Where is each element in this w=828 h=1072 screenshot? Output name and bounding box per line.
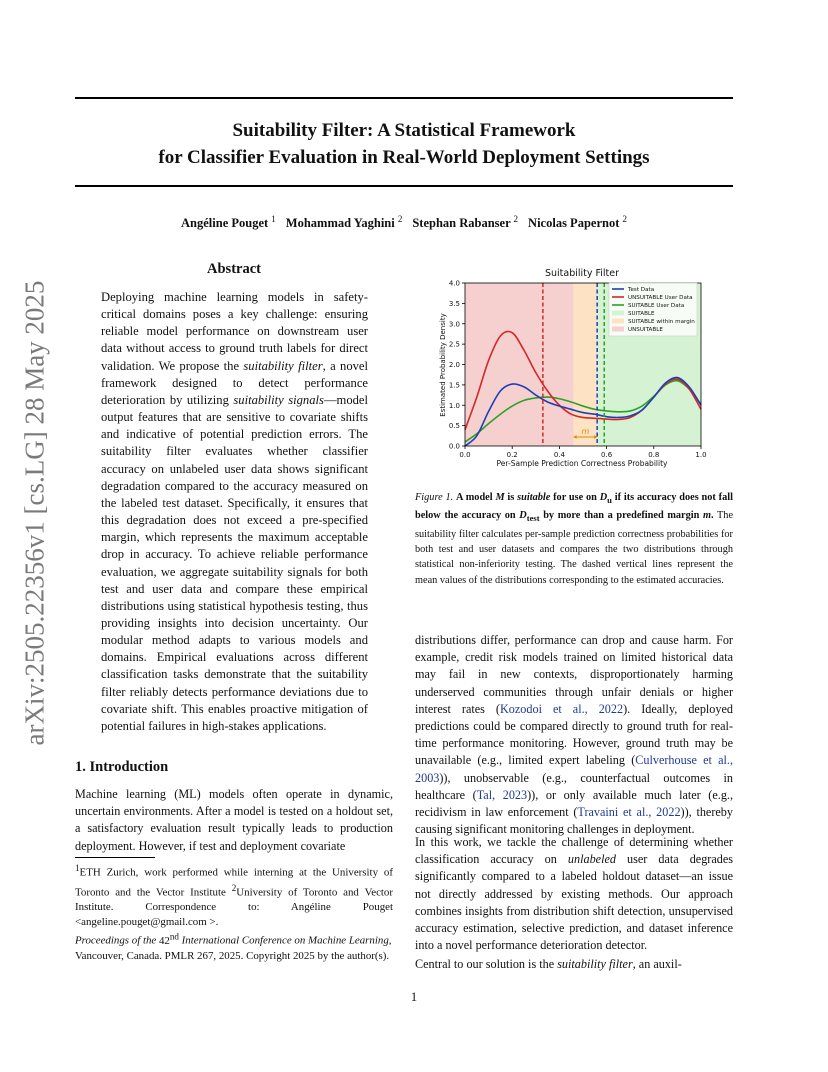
y-tick-label: 1.0 — [448, 401, 460, 410]
author-2 — [412, 216, 518, 230]
abstract-emph-1: suitability filter — [243, 358, 323, 373]
author-name: Angéline Pouget — [181, 216, 269, 231]
section-heading-introduction: 1. Introduction — [75, 759, 169, 775]
proceedings-text-3: , Vancouver, Canada. PMLR 267, 2025. Copyright 2025 by the author(s). — [75, 934, 392, 962]
abstract-text-2: , a novel framework designed to detect performance deterioration by utilizing — [101, 358, 369, 407]
rp1-a: distributions differ, performance can drop and cause harm. For example, credit risk models trained on limited historical data may fail in new contexts, disproportionately harming underserved communities through unfair denials or higher interest rates ( — [415, 633, 733, 716]
author-name: Stephan Rabanser — [412, 216, 511, 231]
paper-title — [75, 117, 733, 171]
margin-label: m — [581, 427, 590, 437]
abstract-text-3: —model output features that are sensitive to covariate shifts and indicative of potential prediction errors. The suitability filter evaluates whether classifier accuracy on unlabeled user data shows significant degradation compared to the accuracy measured on the labeled test dataset. Specifically, it ensures that this degradation does not exceed a pre-specified margin, which represents the maximum acceptable drop in accuracy. To achieve reliable performance evaluation, we aggregate suitability signals for both test and user data and compare these empirical distributions using statistical hypothesis testing, thus providing insights into decision uncertainty. Our modular method adapts to various models and domains. Empirical evaluations across different classification tasks demonstrate that the suitability filter reliably detects performance deviations due to covariate shift. This enables proactive mitigation of potential failures in high-stakes applications. — [101, 392, 369, 733]
citation-travaini[interactable]: Travaini et al., 2022 — [577, 805, 681, 820]
x-tick-label: 0.2 — [506, 451, 518, 459]
rp2-b: user data degrades significantly compared to a labeled holdout dataset—an issue not directly addressed by existing methods. Our approach combines insights from distribution shift detection, unsupervised accuracy estimation, selective prediction, and dataset inference into a novel performance deterioration detector. — [415, 852, 733, 953]
intro-paragraph: Machine learning (ML) models often operate in dynamic, uncertain environments. After a model is tested on a holdout set, a satisfactory evaluation result typically leads to production deployment. However, if test and deployment covariate — [75, 787, 393, 853]
legend-swatch — [612, 319, 624, 324]
y-tick-label: 0.0 — [448, 442, 460, 451]
title-line-2: for Classifier Evaluation in Real-World Deployment Settings — [158, 147, 650, 168]
rp1-b: ). Ideally, deployed predictions could be compared directly to ground truth for real-time performance monitoring. However, ground truth may be unavailable (e.g., limited expert labeling ( — [415, 701, 733, 768]
rp1-d: )), or only available much later (e.g., recidivism in law enforcement ( — [415, 787, 734, 820]
figure-caption — [415, 490, 733, 588]
y-tick-label: 1.5 — [448, 381, 460, 390]
abstract-heading: Abstract — [207, 261, 261, 277]
abstract-body — [101, 289, 368, 735]
caption-bold: A model M is suitable for use on $D_u$ if its accuracy does not fall below the accuracy on $D_{test}$ by more than a predefined margin m. — [415, 492, 733, 524]
legend-label: UNSUITABLE User Data — [628, 295, 693, 301]
legend-label: SUITABLE within margin — [628, 319, 695, 325]
y-tick-label: 4.0 — [448, 279, 460, 288]
rp1-e: )), thereby causing significant monitoring challenges in deployment. — [415, 805, 733, 837]
plot-area — [449, 280, 707, 460]
proceedings-text-2: International Conference on Machine Learning — [178, 934, 389, 947]
y-axis-label: Estimated Probability Density — [439, 313, 447, 417]
y-tick-label: 2.5 — [448, 340, 460, 349]
proceedings-text-1: Proceedings of the — [75, 934, 159, 947]
author-name: Mohammad Yaghini — [285, 216, 395, 231]
x-tick-label: 0.4 — [553, 451, 565, 459]
chart-title: Suitability Filter — [544, 268, 620, 279]
x-tick-label: 0.0 — [459, 451, 471, 459]
y-tick-label: 2.0 — [448, 361, 460, 369]
author-1 — [286, 216, 403, 230]
region-suitable-within-margin — [574, 283, 598, 446]
abstract-text-1: Deploying machine learning models in safety-critical domains poses a key challenge: ensuring reliable model performance on downstream user data without access to ground truth labels for direct validation. We propose the — [101, 290, 368, 373]
rp3-emph: suitability filter — [557, 957, 633, 971]
page-number: 1 — [410, 990, 418, 1004]
caption-label: Figure 1. — [415, 492, 454, 503]
author-name: Nicolas Papernot — [528, 216, 620, 231]
legend-label: UNSUITABLE — [628, 327, 663, 333]
footnote-text-1: ETH Zurich, work performed while interning at the University of Toronto and the Vector Institute — [75, 866, 393, 899]
suitability-filter-chart — [418, 262, 738, 472]
title-top-rule — [75, 97, 733, 99]
y-tick-label: 3.0 — [448, 320, 460, 329]
legend-label: SUITABLE User Data — [628, 303, 685, 309]
author-affiliation: 2 — [513, 214, 519, 224]
author-affiliation: 1 — [271, 214, 276, 224]
citation-culverhouse[interactable]: Culverhouse et al., 2003 — [415, 753, 733, 785]
citation-tal[interactable]: Tal, 2023 — [476, 787, 528, 802]
abstract-emph-2: suitability signals — [233, 392, 324, 407]
rp2-a: In this work, we tackle the challenge of determining whether classification accuracy on — [415, 835, 733, 867]
legend-label: SUITABLE — [628, 311, 655, 317]
arxiv-stamp[interactable]: arXiv:2505.22356v1 [cs.LG] 28 May 2025 — [19, 280, 50, 746]
rp1-c: )), unobservable (e.g., counterfactual outcomes in healthcare ( — [415, 770, 733, 802]
region-unsuitable — [465, 283, 574, 446]
rp2-emph: unlabeled — [567, 852, 616, 867]
right-paragraph-2 — [415, 834, 733, 954]
footnote-text-2: University of Toronto and Vector Institute. Correspondence to: Angéline Pouget <angeline.pouget@gmail.com >. — [75, 886, 393, 929]
author-affiliation: 2 — [622, 214, 627, 224]
rp3-b: , an auxil- — [632, 957, 682, 971]
legend-swatch — [612, 327, 624, 332]
right-paragraph-1 — [415, 632, 733, 838]
y-tick-label: 0.5 — [448, 422, 460, 431]
x-tick-label: 0.6 — [601, 451, 613, 459]
right-paragraph-3 — [415, 956, 733, 973]
author-affiliation: 2 — [397, 214, 403, 224]
author-0 — [181, 216, 276, 230]
legend-swatch — [612, 311, 624, 316]
x-tick-label: 0.8 — [648, 451, 660, 459]
caption-text: The suitability filter calculates per-sample prediction correctness probabilities for both test and user datasets and compares the two distributions through statistical non-inferiority testing. The dashed vertical lines represent the mean values of the distributions corresponding to the estimated accuracies. — [415, 510, 734, 586]
citation-kozodoi[interactable]: Kozodoi et al., 2022 — [499, 701, 624, 716]
title-bottom-rule — [75, 185, 733, 187]
author-3 — [528, 216, 627, 230]
x-tick-label: 1.0 — [695, 451, 707, 459]
footnote: $^1$ETH Zurich, work performed while interning at the University of Toronto and the Vector Institute $^2$University of Toronto and Vector Institute. Correspondence to: Angéline Pouget <angeline.pouget@gmail.com >. — [75, 863, 393, 929]
title-line-1: Suitability Filter: A Statistical Framework — [232, 120, 576, 141]
author-list — [75, 214, 733, 231]
y-tick-label: 3.5 — [448, 299, 460, 308]
footnote-rule — [75, 857, 155, 858]
x-axis-label: Per-Sample Prediction Correctness Probability — [496, 459, 668, 468]
legend-label: Test Data — [628, 287, 655, 293]
rp3-a: Central to our solution is the — [415, 957, 558, 971]
proceedings-note: Proceedings of the 42nd International Conference on Machine Learning, Vancouver, Canada. PMLR 267, 2025. Copyright 2025 by the author(s). — [75, 931, 392, 962]
